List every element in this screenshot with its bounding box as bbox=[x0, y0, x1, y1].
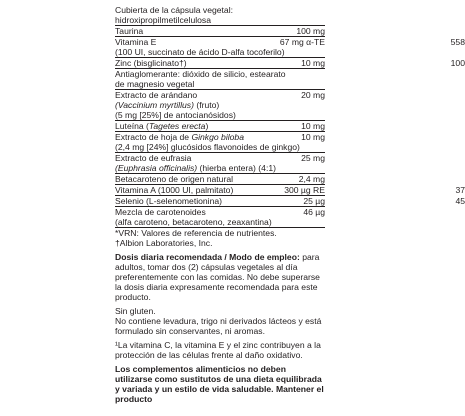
vrn-footnote: *VRN: Valores de referencia de nutrientes. bbox=[115, 228, 277, 238]
ingredient-name: Taurina bbox=[115, 26, 144, 36]
ingredient-name: Mezcla de carotenoides bbox=[115, 207, 206, 217]
row-lutein bbox=[115, 121, 325, 131]
ingredient-name: Zinc (bisglicinato†) bbox=[115, 58, 187, 68]
capsule-line-2: hidroxipropilmetilcelulosa bbox=[115, 15, 212, 25]
row-ginkgo bbox=[115, 132, 325, 142]
row-carotenoids bbox=[115, 207, 325, 217]
bilberry-detail: (5 mg [25%] de antocianósidos) bbox=[115, 110, 236, 120]
row-zinc bbox=[115, 58, 465, 68]
name-text: Extracto de hoja de bbox=[115, 132, 192, 142]
free-of-text: No contiene levadura, trigo ni derivados lácteos y está formulado sin conservantes, ni aromas. bbox=[115, 316, 322, 336]
row-taurina bbox=[115, 26, 325, 36]
ingredient-amount: 10 mg bbox=[301, 132, 325, 142]
species-name: (Euphrasia officinalis) bbox=[115, 163, 198, 173]
warning-text: Los complementos alimenticios no deben utilizarse como sustitutos de una dieta equilibrada y variada y un estilo de vida saludable. Mantener el producto bbox=[115, 364, 324, 404]
ingredient-amount: 10 mg bbox=[301, 121, 325, 131]
plant-part: (fruto) bbox=[193, 100, 220, 110]
ingredient-amount: 46 µg bbox=[303, 207, 325, 217]
anticaking-line-2: de magnesio vegetal bbox=[115, 79, 195, 89]
ingredient-amount: 20 mg bbox=[301, 90, 325, 100]
row-vitamin-a bbox=[115, 185, 465, 195]
ingredient-amount: 67 mg α-TE bbox=[279, 37, 325, 47]
anticaking-line-1: Antiaglomerante: dióxido de silicio, estearato bbox=[115, 69, 286, 79]
ingredient-name: Extracto de arándano bbox=[115, 90, 198, 100]
ingredient-name: Vitamina A (1000 UI, palmitato) bbox=[115, 185, 234, 195]
ingredient-amount: 2,4 mg bbox=[298, 174, 325, 184]
name-text: ) bbox=[205, 121, 209, 131]
bilberry-species bbox=[115, 100, 325, 110]
row-selenium bbox=[115, 196, 465, 206]
row-bilberry bbox=[115, 90, 325, 100]
species-name: (Vaccinium myrtillus) bbox=[115, 100, 194, 110]
ingredient-name: Extracto de eufrasia bbox=[115, 153, 192, 163]
ingredient-vrn: 37 bbox=[455, 185, 465, 195]
ingredient-amount: 25 µg bbox=[303, 196, 325, 206]
capsule-line-1: Cubierta de la cápsula vegetal: bbox=[115, 5, 234, 15]
ingredient-amount: 25 mg bbox=[301, 153, 325, 163]
dosage-paragraph bbox=[115, 252, 325, 302]
gluten-free-text: Sin gluten. bbox=[115, 306, 156, 316]
ingredient-amount: 10 mg bbox=[301, 58, 325, 68]
ingredient-amount: 300 µg RE bbox=[284, 185, 325, 195]
ingredient-vrn: 45 bbox=[455, 196, 465, 206]
row-vitamin-e bbox=[115, 37, 465, 47]
ingredient-vrn: 558 bbox=[450, 37, 465, 47]
ingredient-name: Betacaroteno de origen natural bbox=[115, 174, 234, 184]
species-name: Tagetes erecta bbox=[148, 121, 206, 131]
ingredient-name: Selenio (L-selenometionina) bbox=[115, 196, 223, 206]
plant-part: (hierba entera) (4:1) bbox=[197, 163, 276, 173]
ingredient-vrn: 100 bbox=[450, 58, 465, 68]
health-claim-text: ¹La vitamina C, la vitamina E y el zinc contribuyen a la protección de las células frente al daño oxidativo. bbox=[115, 340, 321, 360]
ingredient-name: Vitamina E bbox=[115, 37, 157, 47]
ingredient-column bbox=[115, 5, 465, 404]
species-name: Ginkgo biloba bbox=[191, 132, 244, 142]
eyebright-species bbox=[115, 163, 325, 173]
row-beta-carotene bbox=[115, 174, 325, 184]
albion-footnote: †Albion Laboratories, Inc. bbox=[115, 238, 213, 248]
dosage-text: para adultos, tomar dos (2) cápsulas vegetales al día preferentemente con las comidas. No debe superarse la dosis diaria expresamente recomendada para este producto. bbox=[115, 252, 320, 302]
dosage-heading: Dosis diaria recomendada / Modo de empleo: bbox=[115, 252, 300, 262]
carotenoids-detail: (alfa caroteno, betacaroteno, zeaxantina) bbox=[115, 217, 272, 227]
vitamin-e-detail: (100 UI, succinato de ácido D-alfa tocoferilo) bbox=[115, 47, 285, 57]
name-text: Luteína ( bbox=[115, 121, 149, 131]
ginkgo-detail: (2,4 mg [24%] glucósidos flavonoides de ginkgo) bbox=[115, 142, 300, 152]
row-eyebright bbox=[115, 153, 325, 163]
ingredient-amount: 100 mg bbox=[296, 26, 325, 36]
